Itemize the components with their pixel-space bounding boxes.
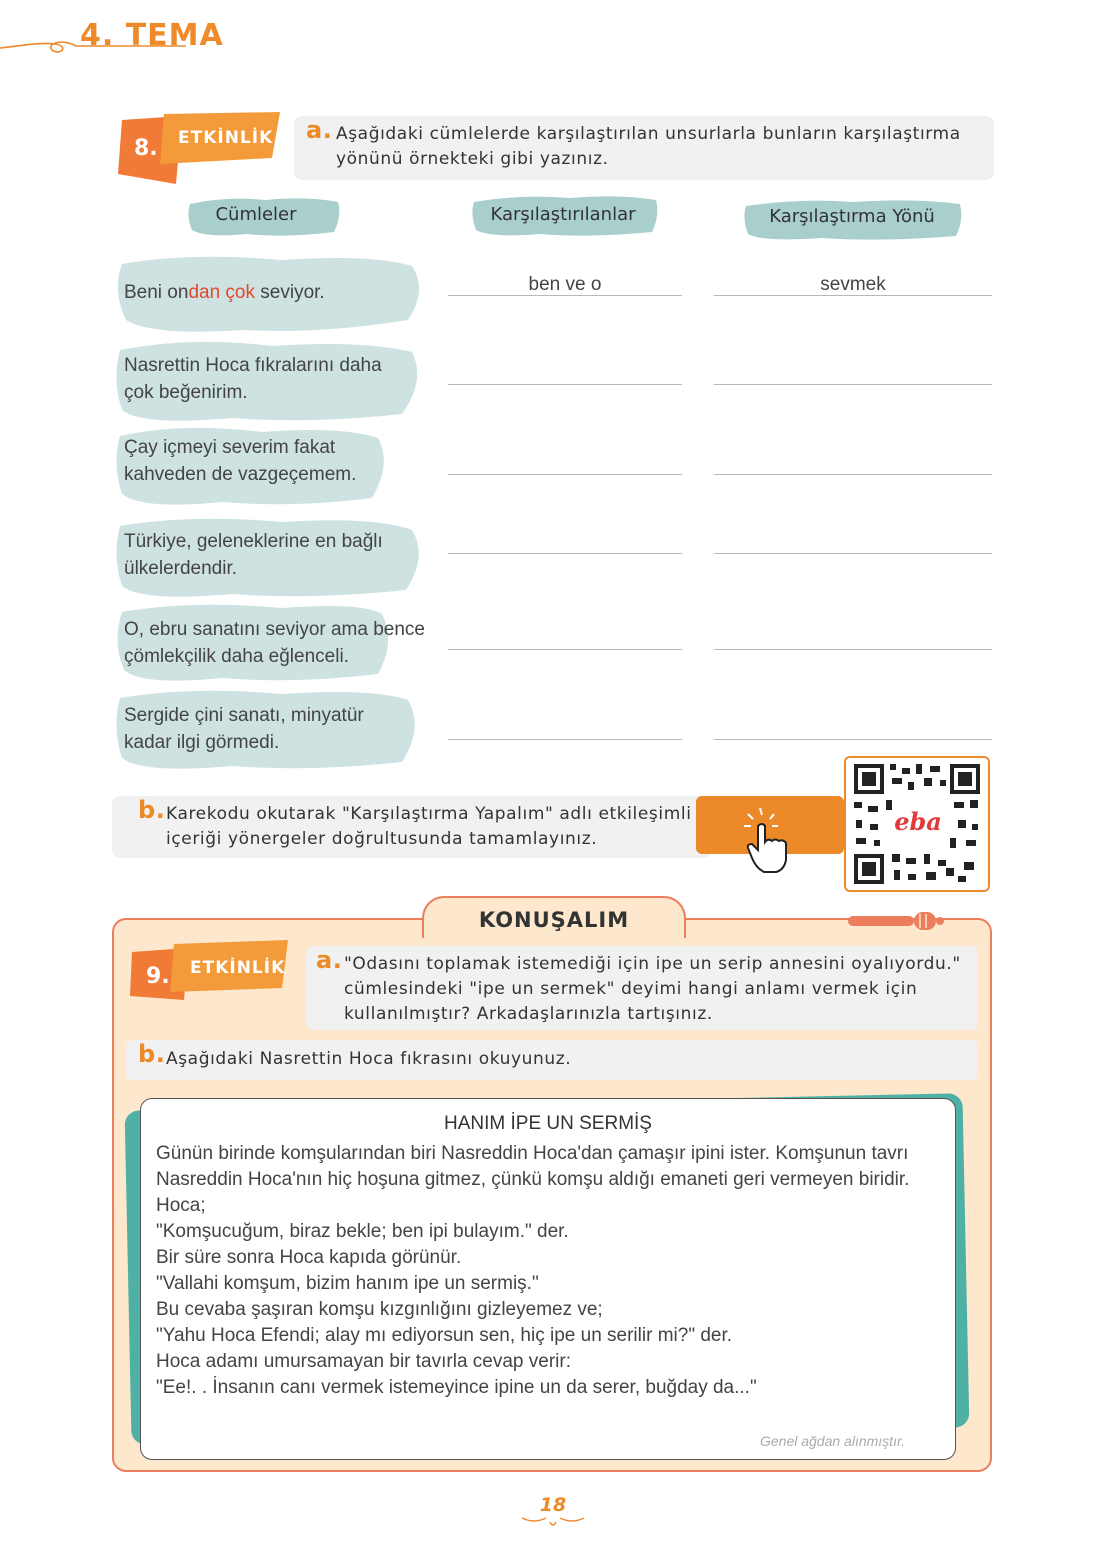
qr-code[interactable] — [844, 756, 990, 892]
aspect-line-2[interactable] — [714, 384, 992, 385]
activity8-label: ETKİNLİK — [178, 128, 274, 148]
sentence-5: O, ebru sanatını seviyor ama bence çömlekçilik daha eğlenceli. — [124, 619, 425, 667]
theme-label: 4. TEMA — [80, 18, 224, 53]
activity9-part-b — [126, 1040, 978, 1080]
story-line: Günün birinde komşularından biri Nasreddin Hoca'dan çamaşır ipini ister. Komşunun tavrı Nasreddin Hoca'nın hiç hoşuna gitmez, çünkü komşu aldığı emaneti geri vermeyen biridir. — [156, 1143, 910, 1190]
aspect-line-5[interactable] — [714, 649, 992, 650]
konusalim-title: KONUŞALIM — [478, 908, 630, 932]
aspect-line-4[interactable] — [714, 553, 992, 554]
compared-line-4[interactable] — [448, 553, 682, 554]
part-a-text: "Odasını toplamak istemediği için ipe un serip annesini oyalıyordu." cümlesindeki "ipe un sermek" deyimi hangi anlamı vermek için kullanılmıştır? Arkadaşlarınızla tartışınız. — [344, 954, 961, 1024]
page-number: 18 — [539, 1494, 567, 1516]
sentence-6: Sergide çini sanatı, minyatür kadar ilgi görmedi. — [124, 705, 364, 753]
story-line: Bir süre sonra Hoca kapıda görünür. — [156, 1247, 462, 1268]
part-a-text: Aşağıdaki cümlelerde karşılaştırılan unsurlarla bunların karşılaştırma yönünü örnekteki gibi yazınız. — [336, 124, 961, 169]
compared-answer-1: ben ve o — [528, 274, 602, 295]
activity9-part-a — [306, 946, 978, 1030]
col-head-aspect: Karşılaştırma Yönü — [769, 206, 935, 227]
eba-logo: eba — [888, 808, 948, 838]
sentence-4: Türkiye, geleneklerine en bağlı ülkelerdendir. — [124, 531, 383, 579]
part-b-letter: b. — [138, 796, 166, 824]
story-line: "Vallahi komşum, bizim hanım ipe un sermiş." — [156, 1273, 539, 1294]
story-line: "Ee!. . İnsanın canı vermek istemeyince ipine un da serer, buğday da..." — [156, 1377, 757, 1398]
col-head-sentences: Cümleler — [215, 204, 297, 225]
compared-line-3[interactable] — [448, 474, 682, 475]
part-b-letter: b. — [138, 1040, 166, 1068]
col-head-compared: Karşılaştırılanlar — [490, 204, 636, 225]
activity8-part-b — [112, 796, 712, 858]
part-b-text: Aşağıdaki Nasrettin Hoca fıkrasını okuyunuz. — [166, 1049, 572, 1069]
activity8-number: 8. — [134, 136, 158, 161]
story-body — [156, 1141, 941, 1401]
tap-hand-icon[interactable] — [738, 804, 798, 876]
aspect-line-1[interactable] — [714, 295, 992, 296]
aspect-line-3[interactable] — [714, 474, 992, 475]
part-a-letter: a. — [316, 946, 343, 974]
sentence-3: Çay içmeyi severim fakat kahveden de vazgeçemem. — [124, 437, 357, 485]
story-line: "Komşucuğum, biraz bekle; ben ipi bulayım." der. — [156, 1221, 569, 1242]
konusalim-tab — [422, 896, 686, 938]
aspect-answer-1: sevmek — [820, 274, 886, 295]
sentence-1: Beni ondan çok seviyor. — [124, 282, 325, 303]
story-source: Genel ağdan alınmıştır. — [759, 1433, 905, 1449]
microphone-icon — [844, 906, 944, 936]
part-b-text: Karekodu okutarak "Karşılaştırma Yapalım" adlı etkileşimli içeriği yönergeler doğrultusunda tamamlayınız. — [166, 804, 692, 849]
story-card — [140, 1098, 956, 1460]
activity8-part-a — [294, 116, 994, 180]
sentence-2: Nasrettin Hoca fıkralarını daha çok beğenirim. — [124, 355, 382, 403]
story-title: HANIM İPE UN SERMİŞ — [444, 1113, 652, 1134]
sentence-brushes — [112, 250, 432, 780]
story-line: Hoca adamı umursamayan bir tavırla cevap verir: — [156, 1351, 571, 1372]
compared-line-1[interactable] — [448, 295, 682, 296]
activity9-label: ETKİNLİK — [190, 958, 286, 978]
compared-line-2[interactable] — [448, 384, 682, 385]
story-line: "Yahu Hoca Efendi; alay mı ediyorsun sen, hiç ipe un serilir mi?" der. — [156, 1325, 733, 1346]
compared-line-5[interactable] — [448, 649, 682, 650]
aspect-line-6[interactable] — [714, 739, 992, 740]
compared-line-6[interactable] — [448, 739, 682, 740]
story-line: Hoca; — [156, 1195, 206, 1216]
part-a-letter: a. — [306, 116, 333, 144]
activity9-number: 9. — [146, 964, 170, 989]
story-line: Bu cevaba şaşıran komşu kızgınlığını gizleyemez ve; — [156, 1299, 603, 1320]
